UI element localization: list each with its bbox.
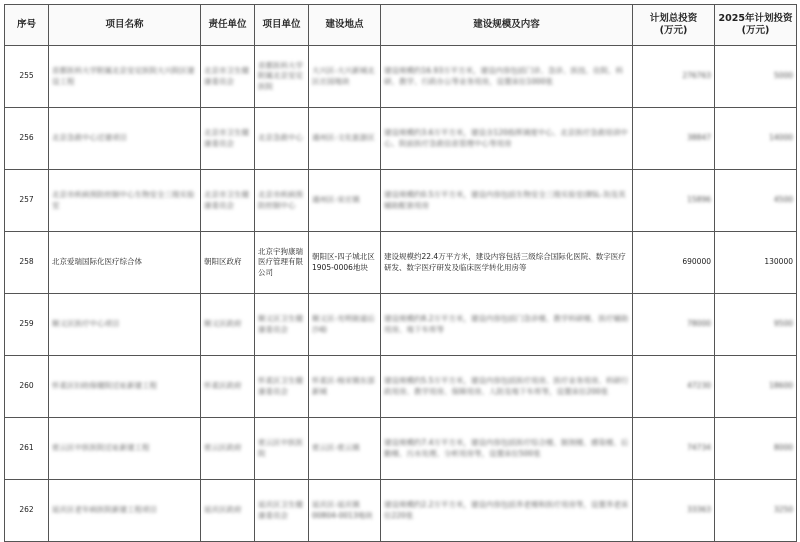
cell-name: 北京爱瑞国际化医疗综合体: [49, 232, 201, 294]
cell-total: 47230: [633, 356, 715, 418]
cell-seq: 260: [5, 356, 49, 418]
cell-seq: 255: [5, 46, 49, 108]
cell-plan2025: 9500: [715, 294, 797, 356]
cell-plan2025: 14000: [715, 108, 797, 170]
cell-resp: 怀柔区政府: [201, 356, 255, 418]
cell-location: 延庆区-延庆镇00804-0013地块: [309, 480, 381, 542]
header-name: 项目名称: [49, 5, 201, 46]
cell-plan2025: 18600: [715, 356, 797, 418]
table-row: [5, 108, 797, 170]
cell-seq: 261: [5, 418, 49, 480]
cell-location: 大兴区-大兴新城北区庄园地块: [309, 46, 381, 108]
cell-scale: 建设规模约16.93万平方米，建设内容包括门诊、急诊、医技、住院、科研、教学、行政办公等业务用房，设置床位1000张: [381, 46, 633, 108]
cell-seq: 262: [5, 480, 49, 542]
table-row: [5, 46, 797, 108]
cell-unit: 首都医科大学附属北京安定医院: [255, 46, 309, 108]
table-header: [5, 5, 797, 46]
cell-plan2025: 5000: [715, 46, 797, 108]
cell-unit: 顺义区卫生健康委员会: [255, 294, 309, 356]
cell-unit: 北京急救中心: [255, 108, 309, 170]
header-unit: 项目单位: [255, 5, 309, 46]
header-total-line1: 计划总投资: [649, 13, 698, 24]
cell-name: 延庆区老年病医院新建工程项目: [49, 480, 201, 542]
cell-unit: 怀柔区卫生健康委员会: [255, 356, 309, 418]
cell-plan2025: 8000: [715, 418, 797, 480]
cell-scale: 建设规模约7.4万平方米，建设内容包括医疗综合楼、制剂楼、感染楼、后勤楼、污水处理、分析用房等，设置床位500张: [381, 418, 633, 480]
table-row: [5, 294, 797, 356]
cell-seq: 258: [5, 232, 49, 294]
header-seq: 序号: [5, 5, 49, 46]
project-table: [4, 4, 797, 542]
cell-total: 78000: [633, 294, 715, 356]
cell-scale: 建设规模约0.5万平方米，建设内容包括生物安全三级实验室(BSL-3)及其辅助配套用房: [381, 170, 633, 232]
cell-plan2025: 4500: [715, 170, 797, 232]
cell-name: 北京急救中心迁建项目: [49, 108, 201, 170]
cell-resp: 延庆区政府: [201, 480, 255, 542]
header-resp: 责任单位: [201, 5, 255, 46]
cell-unit: 北京宇狗康瑞医疗管理有限公司: [255, 232, 309, 294]
cell-total: 33363: [633, 480, 715, 542]
cell-unit: 北京市疾病预防控制中心: [255, 170, 309, 232]
header-location: 建设地点: [309, 5, 381, 46]
table-row: [5, 418, 797, 480]
cell-total: 276763: [633, 46, 715, 108]
cell-scale: 建设规模约22.4万平方米，建设内容包括三级综合国际化医院、数字医疗研发、数字医疗研发及临床医学转化用房等: [381, 232, 633, 294]
cell-name: 密云区中医医院迁址新建工程: [49, 418, 201, 480]
table-body: [5, 46, 797, 542]
table-row: [5, 480, 797, 542]
cell-total: 74734: [633, 418, 715, 480]
cell-resp: 北京市卫生健康委员会: [201, 170, 255, 232]
cell-seq: 259: [5, 294, 49, 356]
header-total-line2: (万元): [659, 25, 688, 36]
header-row: [5, 5, 797, 46]
cell-total: 690000: [633, 232, 715, 294]
cell-location: 朝阳区-四子城北区1905-0006地块: [309, 232, 381, 294]
cell-seq: 256: [5, 108, 49, 170]
header-total: [633, 5, 715, 46]
cell-location: 怀柔区-杨宋镇东部新城: [309, 356, 381, 418]
cell-scale: 建设规模约8.2万平方米，建设内容包括门急诊楼、教学科研楼、医疗辅助用房、地下车库等: [381, 294, 633, 356]
cell-location: 通州区-宋庄镇: [309, 170, 381, 232]
cell-plan2025: 3250: [715, 480, 797, 542]
header-scale: 建设规模及内容: [381, 5, 633, 46]
cell-location: 通州区-文化旅游区: [309, 108, 381, 170]
cell-name: 顺义区医疗中心项目: [49, 294, 201, 356]
header-plan2025-line1: 2025年计划投资: [718, 13, 793, 24]
cell-resp: 北京市卫生健康委员会: [201, 46, 255, 108]
cell-unit: 密云区中医医院: [255, 418, 309, 480]
cell-scale: 建设规模约5.5万平方米，建设内容包括医疗用房、医疗业务用房、科研行政用房、教学用房、保障用房、人防及地下车库等，设置床位200张: [381, 356, 633, 418]
table-row: [5, 356, 797, 418]
cell-location: 密云区-密云镇: [309, 418, 381, 480]
cell-total: 15896: [633, 170, 715, 232]
cell-name: 怀柔区妇幼保健院迁址新建工程: [49, 356, 201, 418]
cell-location: 顺义区-光明街道后沙峪: [309, 294, 381, 356]
header-plan2025: [715, 5, 797, 46]
cell-name: 首都医科大学附属北京安定医院大兴院区建设工程: [49, 46, 201, 108]
table-row: [5, 232, 797, 294]
cell-total: 38847: [633, 108, 715, 170]
header-plan2025-line2: (万元): [741, 25, 770, 36]
cell-plan2025: 130000: [715, 232, 797, 294]
cell-seq: 257: [5, 170, 49, 232]
cell-unit: 延庆区卫生健康委员会: [255, 480, 309, 542]
cell-scale: 建设规模约3.6万平方米，建设含120指挥调度中心、北京医疗急救培训中心、院前医疗急救信息管理中心等用房: [381, 108, 633, 170]
cell-resp: 密云区政府: [201, 418, 255, 480]
cell-scale: 建设规模约2.2万平方米，建设内容包括养老楼和医疗用房等，设置养老床位220张: [381, 480, 633, 542]
cell-name: 北京市疾病预防控制中心生物安全三级实验室: [49, 170, 201, 232]
cell-resp: 顺义区政府: [201, 294, 255, 356]
cell-resp: 北京市卫生健康委员会: [201, 108, 255, 170]
cell-resp: 朝阳区政府: [201, 232, 255, 294]
table-row: [5, 170, 797, 232]
